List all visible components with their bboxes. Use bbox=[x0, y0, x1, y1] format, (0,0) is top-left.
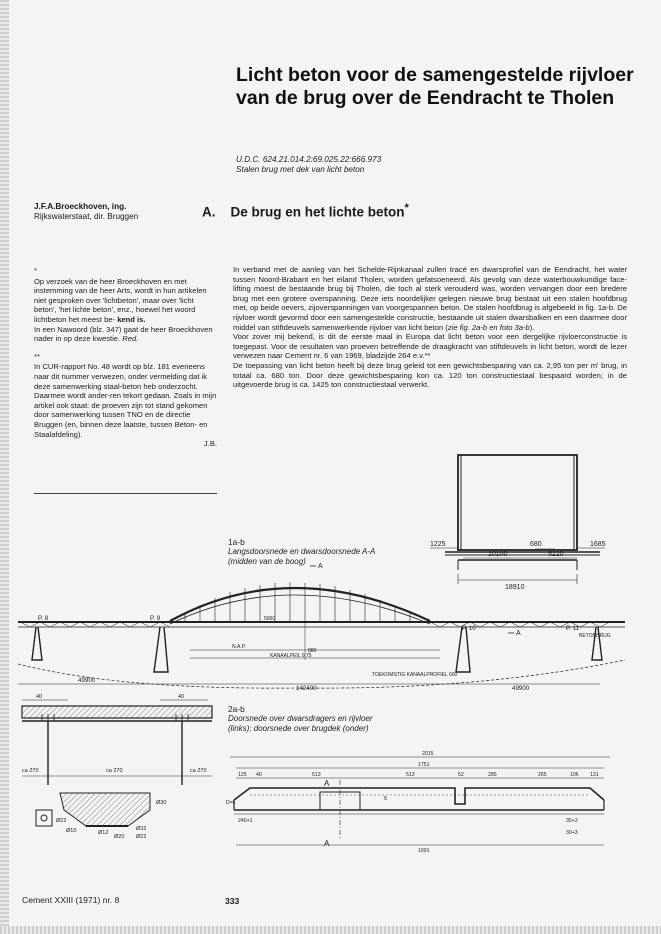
dim-ca270-b: ca 270 bbox=[106, 768, 123, 774]
label-toekomstig: TOEKOMSTIG KANAALPROFIEL 600 bbox=[372, 672, 458, 678]
figure-1-label: 1a-b bbox=[228, 537, 245, 547]
deck-section-mark-a-bottom: A bbox=[324, 839, 330, 848]
bridge-elevation-labels bbox=[38, 563, 611, 692]
bridge-elevation bbox=[18, 566, 625, 688]
section-mark-a-bottom: A bbox=[516, 630, 521, 637]
girder-detail bbox=[22, 700, 212, 826]
dim-1685: 1685 bbox=[590, 541, 606, 548]
label-betonbrug: BETONBRUG bbox=[579, 633, 611, 639]
dim-right-span: 49900 bbox=[512, 685, 530, 692]
footnote-1-part-b-text: In een Nawoord (blz. 347) gaat de heer Broeckhoven nader in op deze kwestie. bbox=[34, 324, 213, 344]
figure-1-desc-1: Langsdoorsnede en dwarsdoorsnede A-A bbox=[228, 547, 376, 556]
footnote-1-part-a: Op verzoek van de heer Broeckhoven en met instemming van de heer Arts, wordt in hun artikelen niet gesproken over 'lichtbeton', maar over 'licht beton', 'het lichte beton', enz., hoewel het woord lichtbeton het meest be- bbox=[34, 276, 207, 324]
deck-slab bbox=[22, 706, 212, 718]
udc-subtitle: Stalen brug met dek van licht beton bbox=[236, 165, 365, 174]
cross-section-frame bbox=[458, 455, 577, 550]
dim-40-b: 40 bbox=[178, 694, 185, 700]
deck-section-labels bbox=[226, 751, 599, 854]
dim-285: 285 bbox=[488, 772, 497, 778]
paragraph-1-text: In verband met de aanleg van het Schelde-Rijnkanaal zullen tracé en dwarsprofiel van de Eendracht, het water tussen Noord-Brabant en het eiland Tholen, worden gefatsoeneerd. Als gevolg van deze waterbouwkundige face-lifting moest de bestaande brug bij Tholen, die toch al sterk verouderd was, worden vervangen door een bredere brug met een grotere overspanning. Deze iets noordelijker gelegen nieuwe brug bestaat uit een stalen hoofdbrug met, op beide oevers, zijoverspanningen van voorgespannen beton. De stalen hoofdbrug is afgebeeld in fig. 1a-b. De rijvloer wordt gevormd door een samengestelde constructie, bestaande uit stalen dwarsbalken en een daarmee door middel van stiftdeuvels samenwerkende rijvloer van licht beton ( bbox=[233, 265, 627, 332]
dim-5220: 5220 bbox=[548, 551, 564, 558]
dim-1091: 1091 bbox=[418, 848, 430, 854]
stud-detail-circle bbox=[41, 815, 47, 821]
paragraph-3: De toepassing van licht beton heeft bij deze brug geleid tot een gewichtsbesparing van ca. 2,95 ton per m' brug, in totaal ca. 680 ton. Door deze gewichtsbesparing kon ca. 120 ton constructiestaal bespaard worden; in de uitgevoerde brug is ca. 1425 ton constructiestaal verwerkt. bbox=[233, 360, 627, 390]
dim-40-a: 40 bbox=[36, 694, 43, 700]
dim-52: 52 bbox=[458, 772, 464, 778]
dim-stud-6: Ø32 bbox=[136, 826, 147, 832]
pier-p9: P. 9 bbox=[150, 615, 161, 622]
dim-stud-7: Ø22 bbox=[136, 834, 147, 840]
bridge-arch bbox=[170, 588, 430, 621]
dim-18910: 18910 bbox=[505, 584, 525, 591]
figure-2-desc-2: (links); doorsnede over brugdek (onder) bbox=[228, 724, 369, 733]
label-nap: N.A.P. bbox=[232, 644, 246, 650]
footnote-1-bold: kend is. bbox=[117, 314, 146, 324]
footnote-2-signature: J.B. bbox=[203, 439, 217, 449]
dim-left-span: 49900 bbox=[78, 677, 96, 684]
dim-680: 680 bbox=[530, 541, 542, 548]
dim-35-3: 35+3 bbox=[566, 818, 578, 824]
author-affiliation: Rijkswaterstaat, dir. Bruggen bbox=[34, 212, 139, 221]
bridge-arch-inner bbox=[170, 595, 430, 624]
dim-1751: 1751 bbox=[418, 762, 430, 768]
deck-section bbox=[230, 757, 610, 845]
dim-2015: 2015 bbox=[422, 751, 434, 757]
cross-section-labels bbox=[430, 541, 606, 591]
dim-10100: 10100 bbox=[488, 551, 508, 558]
label-kanaalpeil: KANAALPEIL 0,75 bbox=[270, 653, 312, 659]
article-title: Licht beton voor de samengestelde rijvloer van de brug over de Eendracht te Tholen bbox=[236, 64, 634, 109]
dim-513-a: 513 bbox=[312, 772, 321, 778]
section-mark-a-top: A bbox=[318, 563, 323, 570]
deck-top bbox=[234, 788, 604, 804]
scan-bottom-edge bbox=[0, 926, 661, 934]
paragraph-1-figure-ref: zie fig. 2a-b en foto 3a-b bbox=[447, 322, 530, 332]
footnote-mark-1: * bbox=[34, 266, 37, 275]
footnote-2-text: In CUR-rapport No. 48 wordt op blz. 181 eveneens naar dit nummer verwezen, onder vermelding dat ik deze samenwerking staal-beton heb onderzocht. Daarmee wordt ander-ren tekort gedaan. Zoals in mijn artikel ook staat: de proeven zijn tot stand gekomen door samenwerking tussen TNO en de directie Bruggen (en, binnen deze laatste, tussen Beton- en Staalafdeling). bbox=[34, 362, 217, 439]
dim-513-b: 513 bbox=[406, 772, 415, 778]
dim-106: 106 bbox=[570, 772, 579, 778]
stud-detail-box bbox=[36, 810, 52, 826]
dim-131: 131 bbox=[590, 772, 599, 778]
paragraph-2: Voor zover mij bekend, is dit de eerste maal in Europa dat licht beton voor een dergelijke rijvloerconstructie is toegepast. Voor de resultaten van proeven betreffende de draagkracht van stiftdeuvels in licht beton, wordt de lezer verwezen naar Cement nr. 6 van 1969, bladzijde 264 e.v.** bbox=[233, 332, 627, 361]
dim-1225: 1225 bbox=[430, 541, 446, 548]
author-name: J.F.A.Broeckhoven, ing. bbox=[34, 202, 127, 211]
dim-ca270-a: ca 270 bbox=[22, 768, 39, 774]
pier-p10: P. 10 bbox=[462, 625, 476, 632]
pier-p8: P. 8 bbox=[38, 615, 49, 622]
dim-stud-4: Ø12 bbox=[98, 830, 109, 836]
figure-2-label: 2a-b bbox=[228, 704, 245, 714]
dim-dl: D=L bbox=[226, 800, 236, 806]
page-number: 333 bbox=[225, 896, 240, 906]
rib-section bbox=[60, 793, 150, 826]
dim-stud-2: Ø10 bbox=[66, 828, 77, 834]
dim-stud-3: Ø30 bbox=[156, 800, 167, 806]
figure-2-desc-1: Doorsnede over dwarsdragers en rijvloer bbox=[228, 714, 373, 723]
footnote-1-signature: Red. bbox=[122, 334, 139, 344]
dim-40-deck: 40 bbox=[256, 772, 262, 778]
dim-vertical: 5000 bbox=[264, 616, 276, 622]
dim-240: 240+1 bbox=[238, 818, 253, 824]
dim-stud-1: Ø22 bbox=[56, 818, 67, 824]
footnote-mark-2: ** bbox=[34, 351, 40, 361]
deck-section-mark-a-top: A bbox=[324, 779, 330, 788]
section-footnote-mark: * bbox=[404, 202, 409, 214]
dim-vertical-2: 880 bbox=[308, 648, 317, 654]
figure-1-desc-2: (midden van de boog) bbox=[228, 557, 306, 566]
dim-stud-5: Ø20 bbox=[114, 834, 125, 840]
dim-ca270-c: ca 270 bbox=[190, 768, 207, 774]
dim-5: 5 bbox=[384, 796, 387, 802]
journal-footer: Cement XXIII (1971) nr. 8 bbox=[22, 895, 120, 905]
section-letter: A. bbox=[202, 204, 216, 220]
cross-section-aa bbox=[430, 455, 605, 584]
udc-code: U.D.C. 624.21.014.2:69.025.22:666.973 bbox=[236, 155, 382, 164]
pier-p11: P. 11 bbox=[566, 625, 580, 632]
section-title: De brug en het lichte beton bbox=[230, 204, 405, 220]
paragraph-1-end: ). bbox=[529, 322, 535, 332]
dim-mid-span: 142400 bbox=[296, 685, 317, 692]
dim-125: 125 bbox=[238, 772, 247, 778]
dim-265: 265 bbox=[538, 772, 547, 778]
dim-30-3: 30+3 bbox=[566, 830, 578, 836]
